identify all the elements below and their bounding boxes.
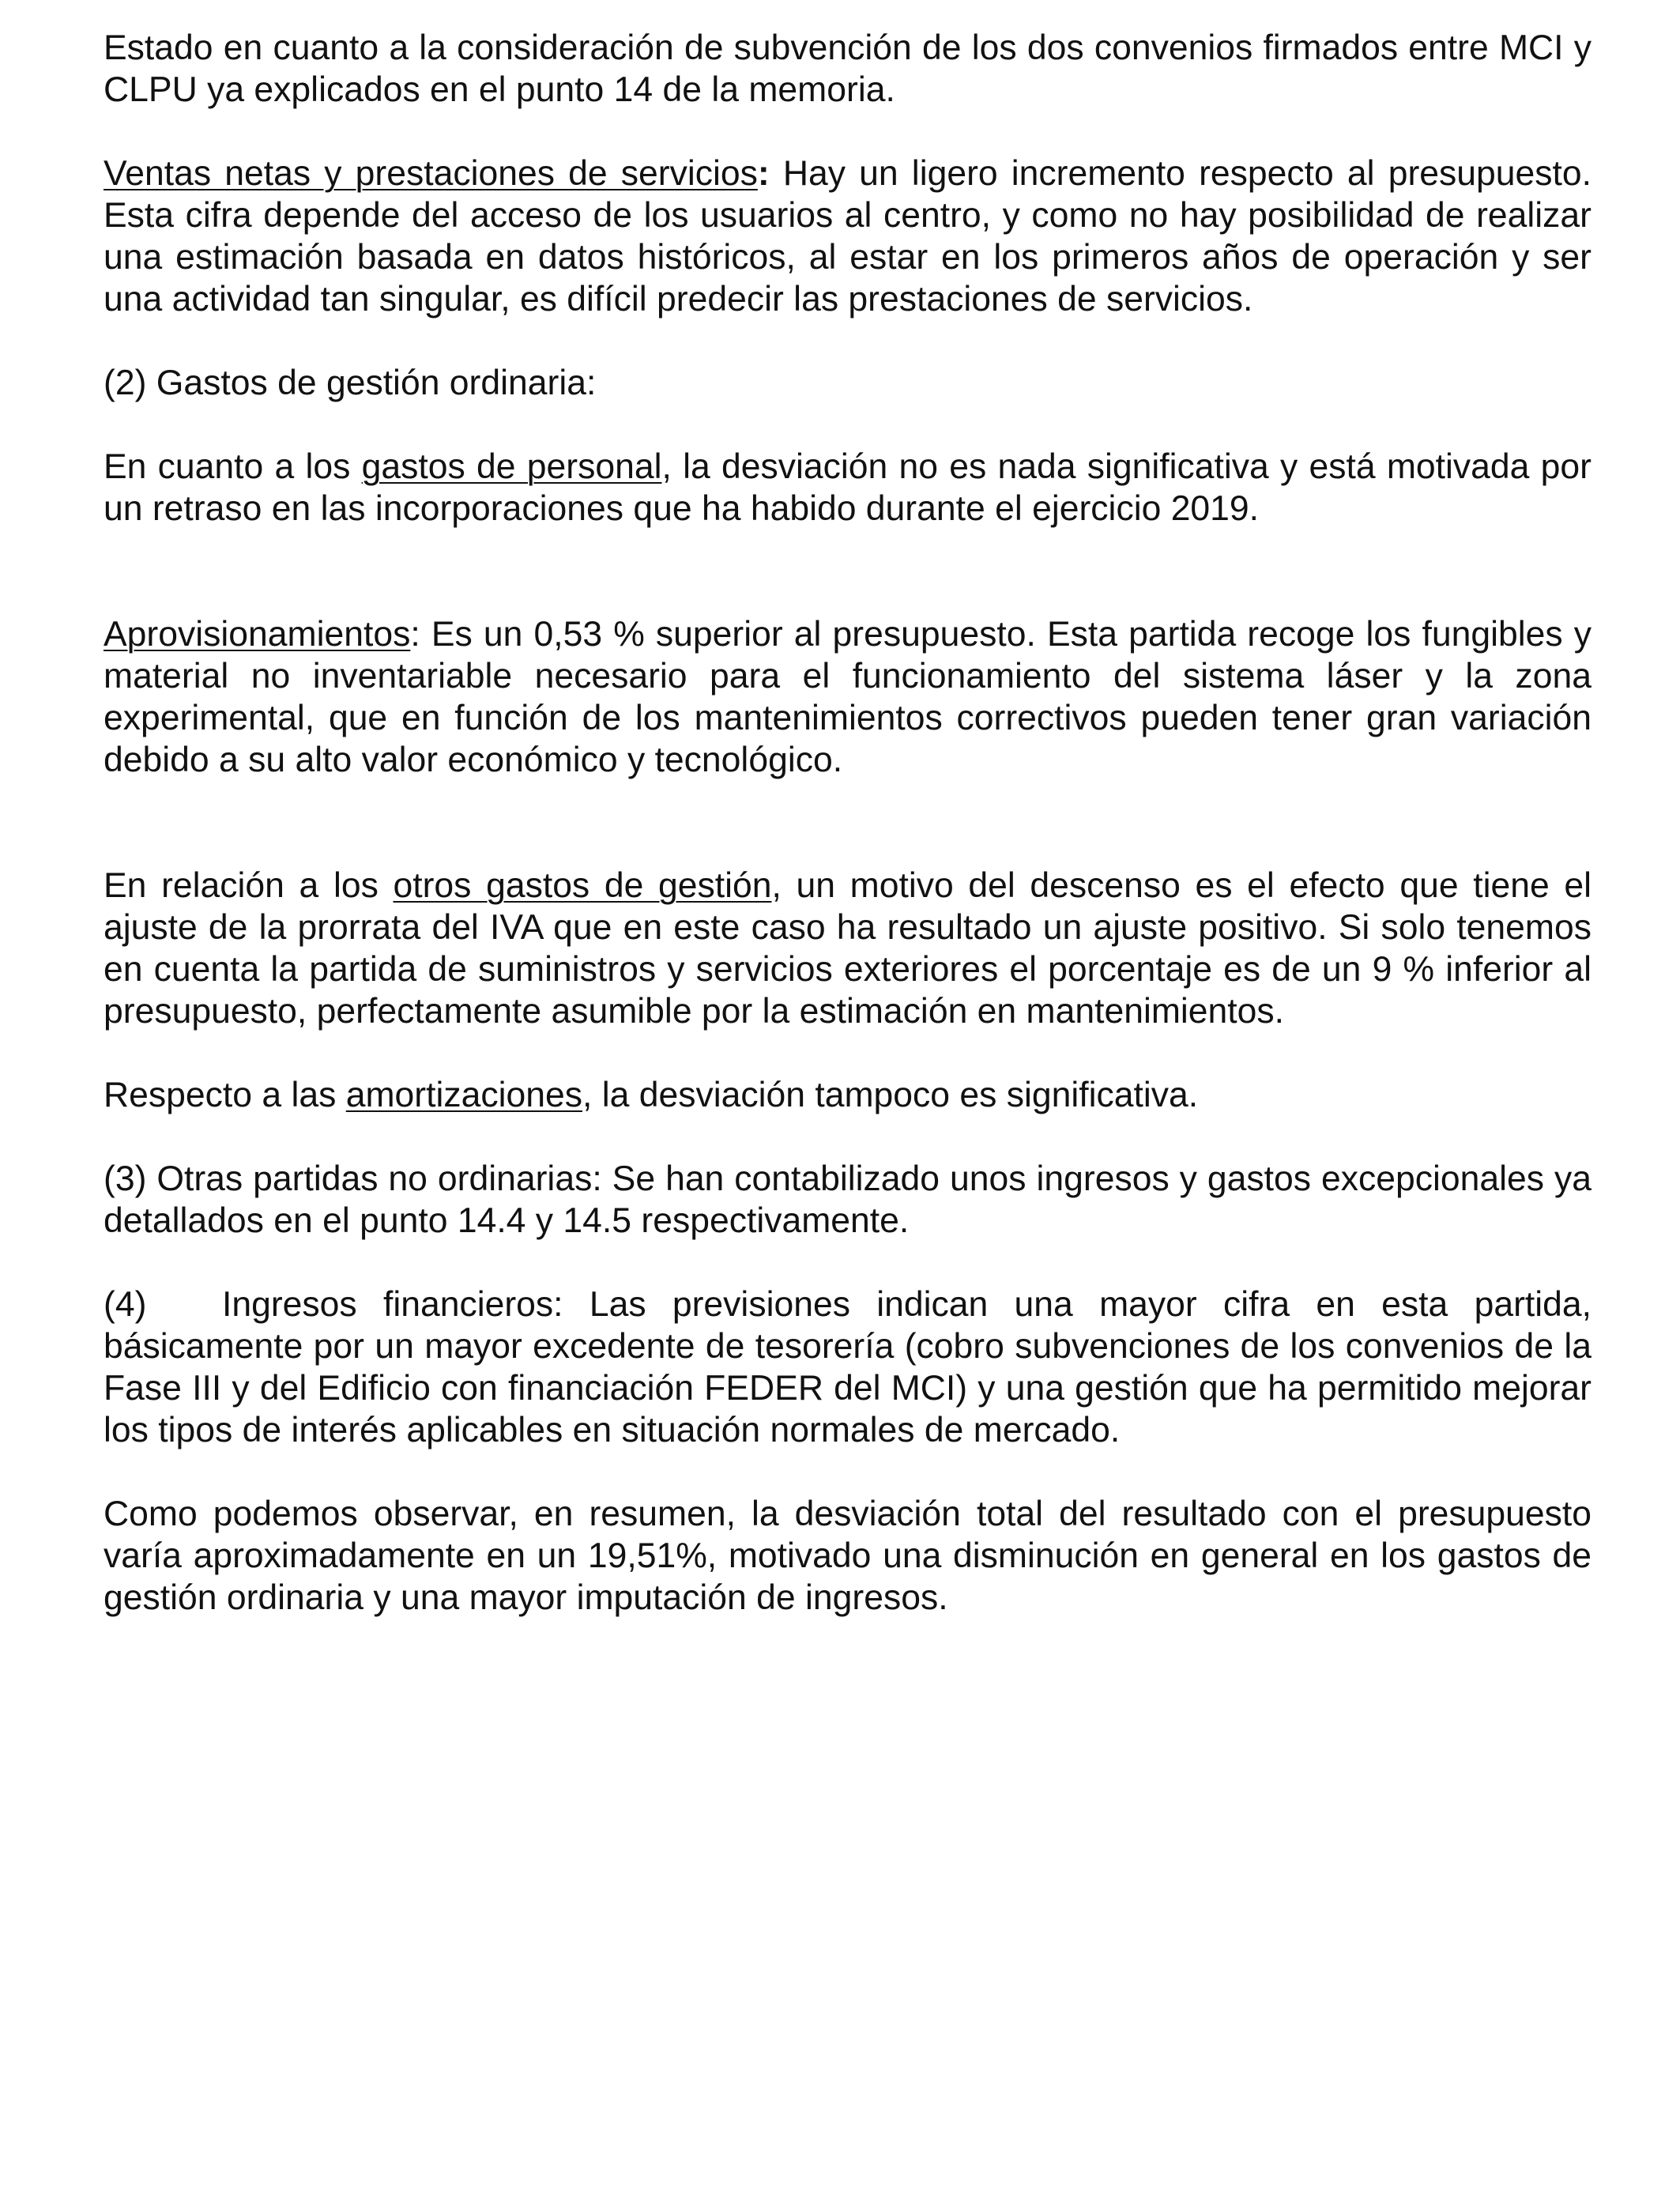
term-otros-gastos: otros gastos de gestión <box>393 866 772 905</box>
ingresos-financieros-text: Ingresos financieros: Las previsiones indican una mayor cifra en esta partida, básicamente por un mayor excedente de tesorería (cobro subvenciones de los convenios de la Fase III y del Edificio con financiación FEDER del MCI) y una gestión que ha permitido mejorar los tipos de interés aplicables en situación normales de mercado. <box>104 1285 1591 1449</box>
term-aprovisionamientos: Aprovisionamientos <box>104 615 411 654</box>
term-ventas-netas: Ventas netas y prestaciones de servicios <box>104 154 758 193</box>
gastos-personal-intro: En cuanto a los <box>104 447 362 486</box>
aprovisionamientos-text: : Es un 0,53 % superior al presupuesto. Esta partida recoge los fungibles y material no inventariable necesario para el funcionamiento del sistema láser y la zona experimental, que en función de los mantenimientos correctivos pueden tener gran variación debido a su alto valor económico y tecnológico. <box>104 615 1591 779</box>
paragraph-ingresos-financieros <box>104 1284 1591 1451</box>
otros-gastos-text: , un motivo del descenso es el efecto que tiene el ajuste de la prorrata del IVA que en este caso ha resultado un ajuste positivo. Si solo tenemos en cuenta la partida de suministros y servicios exteriores el porcentaje es de un 9 % inferior al presupuesto, perfectamente asumible por la estimación en mantenimientos. <box>104 866 1592 1031</box>
item-number-4: (4) <box>104 1285 147 1324</box>
section-heading-gastos-gestion: (2) Gastos de gestión ordinaria: <box>104 364 597 402</box>
ventas-netas-text: Hay un ligero incremento respecto al presupuesto. Esta cifra depende del acceso de los usuarios al centro, y como no hay posibilidad de realizar una estimación basada en datos históricos, al estar en los primeros años de operación y ser una actividad tan singular, es difícil predecir las prestaciones de servicios. <box>104 154 1591 319</box>
paragraph-subvencion-convenios: Estado en cuanto a la consideración de subvención de los dos convenios firmados entre MCI y CLPU ya explicados en el punto 14 de la memoria. <box>104 28 1591 109</box>
term-amortizaciones: amortizaciones <box>345 1076 583 1114</box>
term-gastos-personal: gastos de personal <box>361 447 662 486</box>
amortizaciones-text: , la desviación tampoco es significativa. <box>582 1076 1199 1114</box>
paragraph-otros-gastos <box>104 865 1591 1032</box>
paragraph-gastos-personal <box>104 446 1591 530</box>
amortizaciones-intro: Respecto a las <box>104 1076 346 1114</box>
paragraph-ventas-netas <box>104 153 1591 320</box>
paragraph-amortizaciones <box>104 1074 1591 1116</box>
otros-gastos-intro: En relación a los <box>104 866 394 905</box>
paragraph-otras-partidas: (3) Otras partidas no ordinarias: Se han contabilizado unos ingresos y gastos excepcionales ya detallados en el punto 14.4 y 14.5 respectivamente. <box>104 1159 1591 1240</box>
paragraph-aprovisionamientos <box>104 613 1591 781</box>
heading-colon: : <box>757 154 770 193</box>
paragraph-resumen: Como podemos observar, en resumen, la desviación total del resultado con el presupuesto varía aproximadamente en un 19,51%, motivado una disminución en general en los gastos de gestión ordinaria y una mayor imputación de ingresos. <box>104 1495 1591 1617</box>
gastos-personal-text: , la desviación no es nada significativa y está motivada por un retraso en las incorporaciones que ha habido durante el ejercicio 2019. <box>104 447 1591 528</box>
